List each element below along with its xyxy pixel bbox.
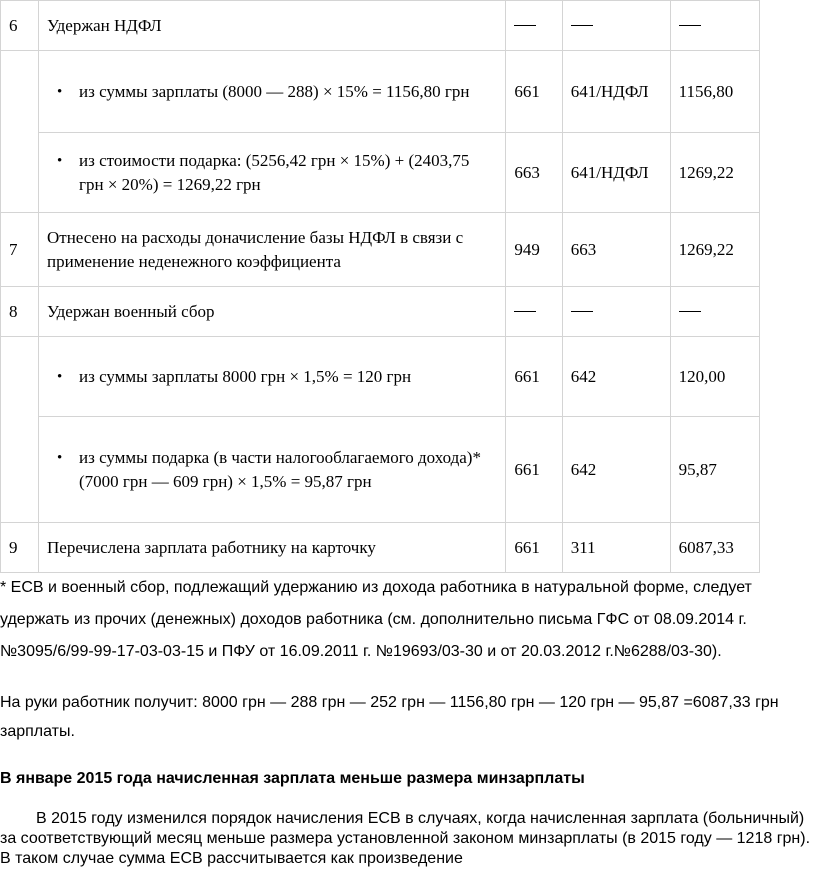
table-row [1,523,760,573]
amount: 6087,33 [670,523,759,573]
row-description: Отнесено на расходы доначисление базы НДФЛ в связи с применение неденежного коэффициента [39,213,506,287]
debit-account: 663 [506,133,562,213]
row-description [39,417,506,523]
empty-dash [571,25,593,26]
debit-account: 661 [506,523,562,573]
amount: 95,87 [670,417,759,523]
debit-account [506,1,562,51]
list-item: • из суммы зарплаты (8000 — 288) × 15% = 1156,80 грн [79,80,497,104]
empty-dash [571,311,593,312]
row-number: 7 [1,213,39,287]
debit-account: 949 [506,213,562,287]
row-number [1,51,39,213]
table-row [1,287,760,337]
table-row [1,51,760,133]
list-item: • из суммы подарка (в части налогооблагаемого дохода)* (7000 грн — 609 грн) × 1,5% = 95,87 грн [79,446,497,494]
row-description: Удержан военный сбор [39,287,506,337]
credit-account [562,287,670,337]
empty-dash [679,311,701,312]
table-row [1,417,760,523]
credit-account: 642 [562,417,670,523]
row-description [39,51,506,133]
row-description: Удержан НДФЛ [39,1,506,51]
amount: 1269,22 [670,213,759,287]
empty-dash [679,25,701,26]
row-number: 6 [1,1,39,51]
row-number: 9 [1,523,39,573]
row-description: Перечислена зарплата работнику на карточку [39,523,506,573]
table-row [1,133,760,213]
empty-dash [514,25,536,26]
section-heading: В январе 2015 года начисленная зарплата меньше размера минзарплаты [0,770,585,787]
table-row [1,213,760,287]
net-pay-paragraph: На руки работник получит: 8000 грн — 288 грн — 252 грн — 1156,80 грн — 120 грн — 95,87 =6087,33 грн зарплаты. [0,694,779,740]
table-row [1,337,760,417]
debit-account [506,287,562,337]
article-notes [0,572,816,869]
amount: 1156,80 [670,51,759,133]
credit-account: 642 [562,337,670,417]
empty-dash [514,311,536,312]
list-item: • из суммы зарплаты 8000 грн × 1,5% = 120 грн [79,365,497,389]
row-number: 8 [1,287,39,337]
debit-account: 661 [506,51,562,133]
debit-account: 661 [506,337,562,417]
body-paragraph: В 2015 году изменился порядок начисления ЕСВ в случаях, когда начисленная зарплата (больничный) за соответствующий месяц меньше размера установленной законом минзарплаты (в 2015 году — 1218 грн). В таком случае сумма ЕСВ рассчитывается как произведение [0,810,811,867]
credit-account: 311 [562,523,670,573]
table-row [1,1,760,51]
amount [670,287,759,337]
row-description [39,133,506,213]
debit-account: 661 [506,417,562,523]
list-item: • из стоимости подарка: (5256,42 грн × 15%) + (2403,75 грн × 20%) = 1269,22 грн [79,149,497,197]
footnote: * ЕСВ и военный сбор, подлежащий удержанию из дохода работника в натуральной форме, следует удержать из прочих (денежных) доходов работника (см. дополнительно письма ГФС от 08.09.2014 г. №3095/6/99-99-17-03-03-15 и ПФУ от 16.09.2011 г. №19693/03-30 и от 20.03.2012 г.№6288/03-30). [0,579,752,660]
amount: 120,00 [670,337,759,417]
amount: 1269,22 [670,133,759,213]
credit-account [562,1,670,51]
amount [670,1,759,51]
credit-account: 641/НДФЛ [562,133,670,213]
credit-account: 641/НДФЛ [562,51,670,133]
credit-account: 663 [562,213,670,287]
row-number [1,337,39,523]
row-description [39,337,506,417]
